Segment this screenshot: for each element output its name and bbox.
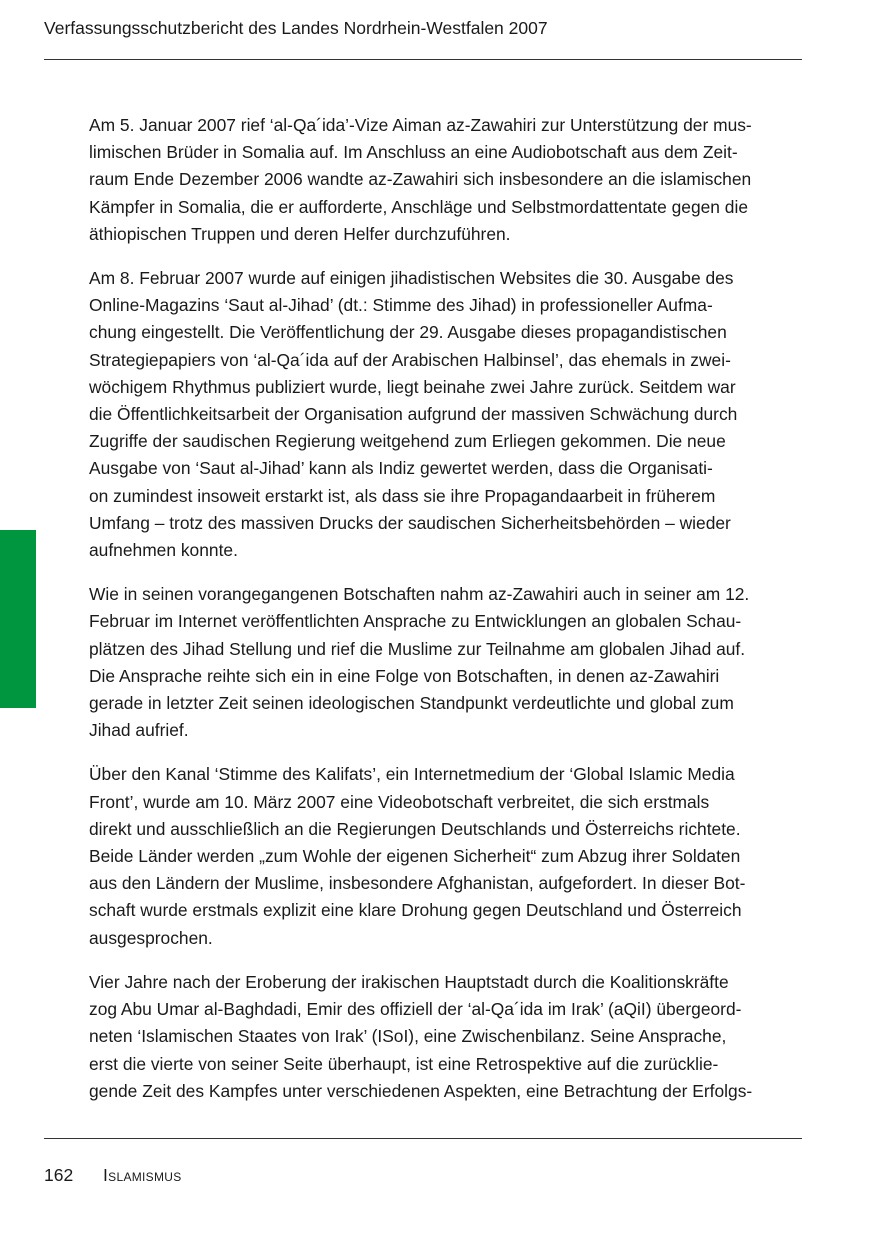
paragraph-stimme-des-kalifats: Über den Kanal ‘Stimme des Kalifats’, ein Internetmedium der ‘Global Islamic Media Front’, wurde am 10. März 2007 eine Videobotschaft verbreitet, die sich erstmals direkt und ausschließlich an die Regierungen Deutschlands und Österreichs richtete. Beide Länder werden „zum Wohle der eigenen Sicherheit“ zum Abzug ihrer Soldaten aus den Ländern der Muslime, insbesondere Afghanistan, aufgefordert. In dieser Bot- schaft wurde erstmals explizit eine klare Drohung gegen Deutschland und Österreich ausgesprochen.: [89, 764, 746, 948]
chapter-color-tab: [0, 530, 36, 708]
paragraph-zawahiri-february: Wie in seinen vorangegangenen Botschaften nahm az-Zawahiri auch in seiner am 12. Februar im Internet veröffentlichten Ansprache zu Entwicklungen an globalen Schau- plätzen des Jihad Stellung und rief die Muslime zur Teilnahme am globalen Jihad auf. Die Ansprache reihte sich ein in eine Folge von Botschaften, in denen az-Zawahiri gerade in letzter Zeit seinen ideologischen Standpunkt verdeutlichte und global zum Jihad aufrief.: [89, 584, 750, 741]
footer-divider: [44, 1138, 802, 1139]
page-number: 162: [44, 1165, 74, 1185]
running-header-title: Verfassungsschutzbericht des Landes Nordrhein-Westfalen 2007: [44, 18, 548, 38]
paragraph-zawahiri-somalia: Am 5. Januar 2007 rief ‘al-Qa´ida’-Vize Aiman az-Zawahiri zur Unterstützung der mus- limischen Brüder in Somalia auf. Im Anschluss an eine Audiobotschaft aus dem Zeit- raum Ende Dezember 2006 wandte az-Zawahiri sich insbesondere an die islamischen Kämpfer in Somalia, die er aufforderte, Anschläge und Selbstmordattentate gegen die äthiopischen Truppen und deren Helfer durchzuführen.: [89, 115, 752, 244]
section-title: Islamismus: [103, 1165, 182, 1185]
body-text: [89, 112, 805, 1122]
header-divider: [44, 59, 802, 60]
paragraph-saut-al-jihad: Am 8. Februar 2007 wurde auf einigen jihadistischen Websites die 30. Ausgabe des Online-Magazins ‘Saut al-Jihad’ (dt.: Stimme des Jihad) in professioneller Aufma- chung eingestellt. Die Veröffentlichung der 29. Ausgabe dieses propagandistischen Strategiepapiers von ‘al-Qa´ida auf der Arabischen Halbinsel’, das ehemals in zwei- wöchigem Rhythmus publiziert wurde, liegt beinahe zwei Jahre zurück. Seitdem war die Öffentlichkeitsarbeit der Organisation aufgrund der massiven Schwächung durch Zugriffe der saudischen Regierung weitgehend zum Erliegen gekommen. Die neue Ausgabe von ‘Saut al-Jihad’ kann als Indiz gewertet werden, dass die Organisati- on zumindest insoweit erstarkt ist, als dass sie ihre Propagandaarbeit in früherem Umfang – trotz des massiven Drucks der saudischen Sicherheitsbehörden – wieder aufnehmen konnte.: [89, 268, 738, 561]
paragraph-al-baghdadi: Vier Jahre nach der Eroberung der irakischen Hauptstadt durch die Koalitionskräfte zog Abu Umar al-Baghdadi, Emir des offiziell der ‘al-Qa´ida im Irak’ (aQiI) übergeord- neten ‘Islamischen Staates von Irak’ (ISoI), eine Zwischenbilanz. Seine Ansprache, erst die vierte von seiner Seite überhaupt, ist eine Retrospektive auf die zurücklie- gende Zeit des Kampfes unter verschiedenen Aspekten, eine Betrachtung der Erfolgs-: [89, 971, 753, 1101]
